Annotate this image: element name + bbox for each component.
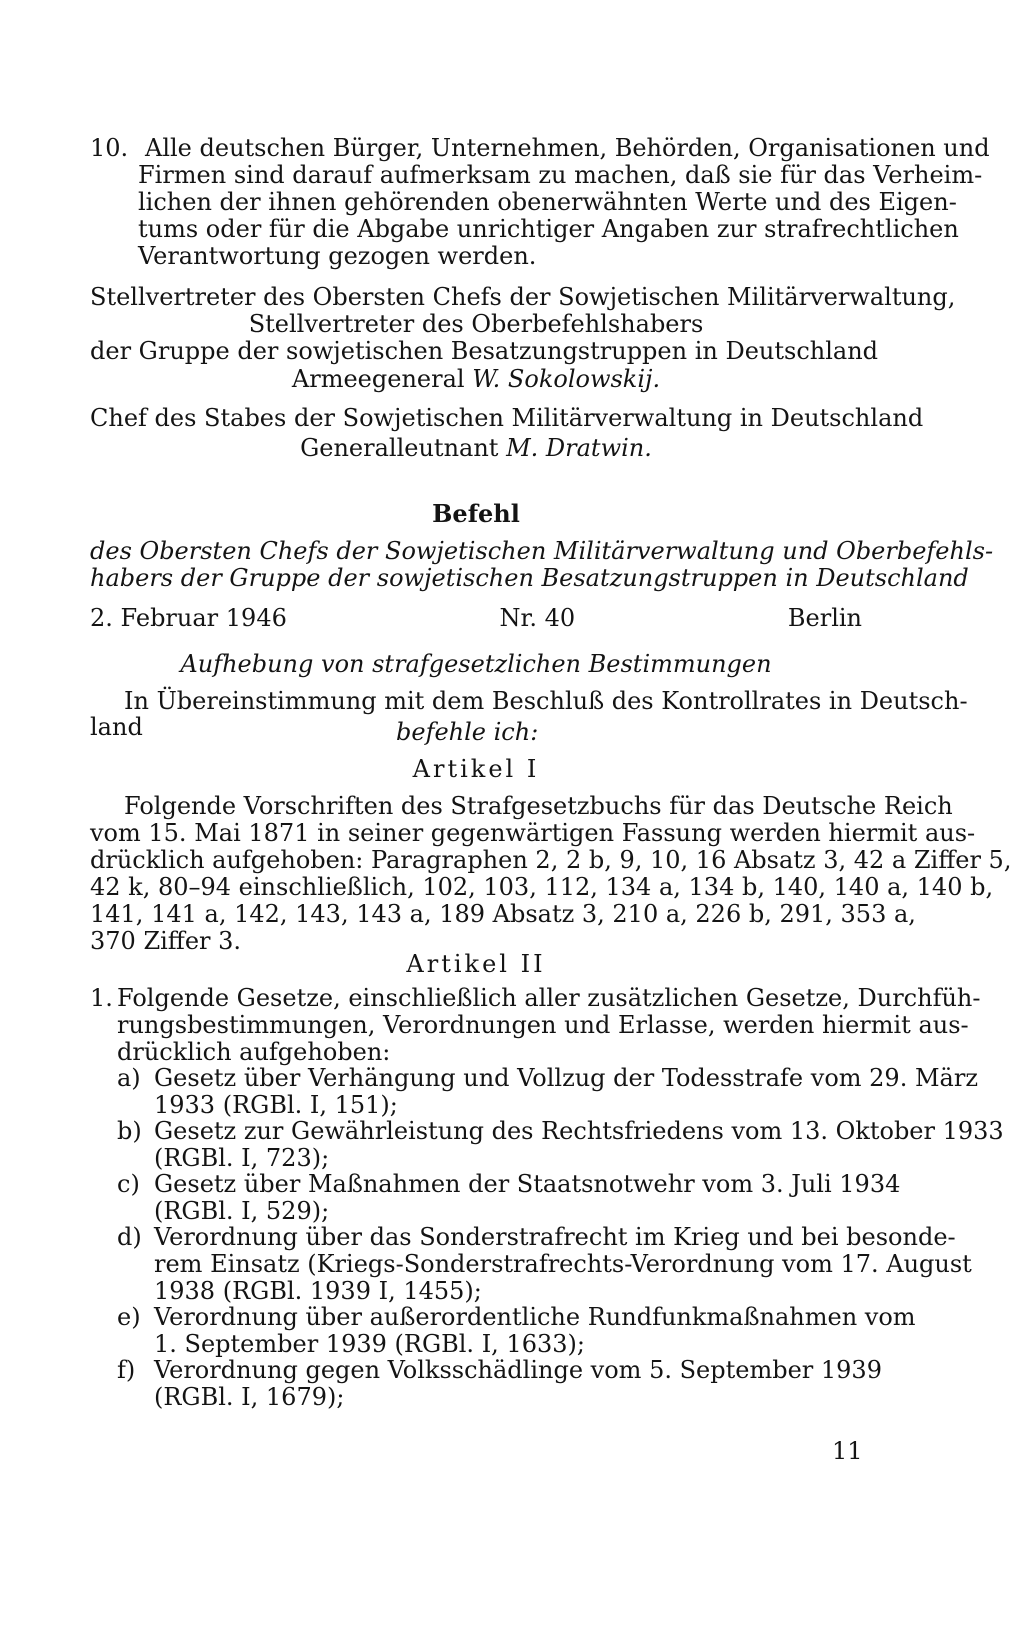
- subitem-line: (RGBl. I, 1679);: [154, 1383, 345, 1411]
- subitem-line: Gesetz über Maßnahmen der Staatsnotwehr vom 3. Juli 1934: [154, 1170, 901, 1198]
- order-heading: Befehl: [432, 499, 520, 528]
- article-line: drücklich aufgehoben: Paragraphen 2, 2 b, 9, 10, 16 Absatz 3, 42 a Ziffer 5,: [90, 846, 1012, 874]
- subitem-line: Gesetz über Verhängung und Vollzug der Todesstrafe vom 29. März: [154, 1064, 978, 1092]
- paragraph-line: Firmen sind darauf aufmerksam zu machen, daß sie für das Verheim-: [138, 161, 983, 189]
- list-number: 1.: [90, 984, 113, 1012]
- subitem-line: (RGBl. I, 723);: [154, 1144, 330, 1172]
- order-topic: Aufhebung von strafgesetzlichen Bestimmungen: [180, 650, 772, 678]
- signature-rank: Generalleutnant: [300, 434, 499, 462]
- order-number: Nr. 40: [499, 604, 576, 632]
- subitem-line: Gesetz zur Gewährleistung des Rechtsfriedens vom 13. Oktober 1933: [154, 1117, 1004, 1145]
- article-heading: Artikel I: [412, 755, 540, 783]
- subitem-label: b): [117, 1117, 142, 1145]
- list-line: rungsbestimmungen, Verordnungen und Erlasse, werden hiermit aus-: [117, 1011, 969, 1039]
- subitem-line: Verordnung über das Sonderstrafrecht im Krieg und bei besonde-: [154, 1223, 956, 1251]
- article-line: Folgende Vorschriften des Strafgesetzbuchs für das Deutsche Reich: [124, 792, 953, 820]
- list-line: Folgende Gesetze, einschließlich aller zusätzlichen Gesetze, Durchfüh-: [117, 984, 981, 1012]
- signature-name: M. Dratwin.: [506, 434, 652, 462]
- order-meta: [90, 604, 862, 632]
- signature-title: Stellvertreter des Oberbefehlshabers: [248, 310, 704, 338]
- order-intro: land: [90, 713, 143, 741]
- subitem-label: d): [117, 1223, 142, 1251]
- signature-title: Chef des Stabes der Sowjetischen Militärverwaltung in Deutschland: [90, 404, 924, 432]
- subitem-label: f): [117, 1356, 136, 1384]
- order-subtitle: des Obersten Chefs der Sowjetischen Militärverwaltung und Oberbefehls-: [90, 537, 994, 565]
- order-date: 2. Februar 1946: [90, 604, 287, 632]
- page-number: 11: [832, 1437, 863, 1465]
- signature-name-line: [90, 434, 862, 462]
- subitem-label: a): [117, 1064, 141, 1092]
- article-heading: Artikel II: [406, 950, 546, 978]
- subitem-line: rem Einsatz (Kriegs-Sonderstrafrechts-Verordnung vom 17. August: [154, 1250, 972, 1278]
- order-command: befehle ich:: [396, 718, 539, 746]
- signature-name: W. Sokolowskij.: [472, 365, 661, 393]
- subitem-line: 1. September 1939 (RGBl. I, 1633);: [154, 1330, 585, 1358]
- subitem-line: Verordnung über außerordentliche Rundfunkmaßnahmen vom: [154, 1303, 916, 1331]
- signature-title: Stellvertreter des Obersten Chefs der Sowjetischen Militärverwaltung,: [90, 283, 956, 311]
- signature-rank: Armeegeneral: [291, 365, 465, 393]
- signature-name-line: [90, 365, 862, 393]
- paragraph-line: Alle deutschen Bürger, Unternehmen, Behörden, Organisationen und: [145, 134, 990, 162]
- order-place: Berlin: [787, 604, 862, 632]
- article-line: 370 Ziffer 3.: [90, 927, 242, 955]
- subitem-line: Verordnung gegen Volksschädlinge vom 5. September 1939: [154, 1356, 882, 1384]
- article-line: vom 15. Mai 1871 in seiner gegenwärtigen Fassung werden hiermit aus-: [90, 819, 976, 847]
- order-intro: In Übereinstimmung mit dem Beschluß des Kontrollrates in Deutsch-: [124, 687, 968, 715]
- subitem-label: c): [117, 1170, 140, 1198]
- article-line: 42 k, 80–94 einschließlich, 102, 103, 112, 134 a, 134 b, 140, 140 a, 140 b,: [90, 873, 994, 901]
- article-line: 141, 141 a, 142, 143, 143 a, 189 Absatz 3, 210 a, 226 b, 291, 353 a,: [90, 900, 916, 928]
- subitem-line: 1938 (RGBl. 1939 I, 1455);: [154, 1277, 482, 1305]
- paragraph-line: lichen der ihnen gehörenden obenerwähnten Werte und des Eigen-: [138, 188, 957, 216]
- subitem-label: e): [117, 1303, 141, 1331]
- subitem-line: (RGBl. I, 529);: [154, 1197, 330, 1225]
- paragraph-number: 10.: [90, 134, 129, 162]
- paragraph-line: tums oder für die Abgabe unrichtiger Angaben zur strafrechtlichen: [138, 215, 959, 243]
- list-line: drücklich aufgehoben:: [117, 1038, 391, 1066]
- subitem-line: 1933 (RGBl. I, 151);: [154, 1091, 398, 1119]
- signature-title: der Gruppe der sowjetischen Besatzungstruppen in Deutschland: [90, 337, 879, 365]
- order-subtitle: habers der Gruppe der sowjetischen Besatzungstruppen in Deutschland: [90, 564, 969, 592]
- paragraph-line: Verantwortung gezogen werden.: [138, 242, 537, 270]
